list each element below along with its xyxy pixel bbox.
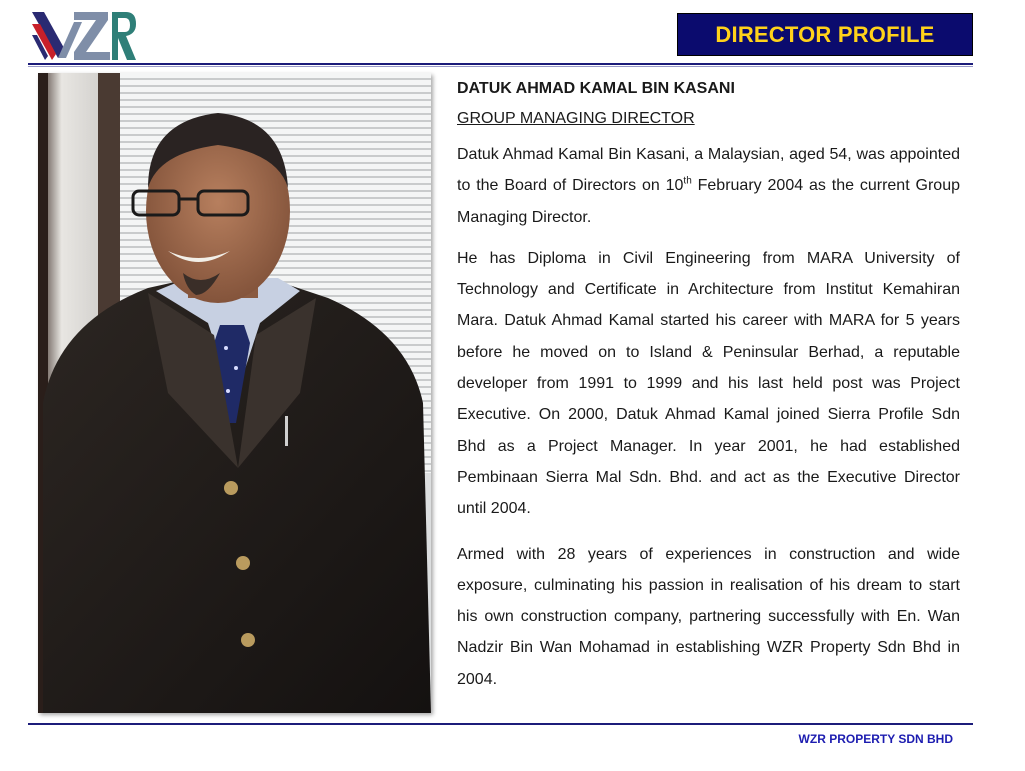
director-name: DATUK AHMAD KAMAL BIN KASANI <box>457 80 735 97</box>
company-logo <box>30 8 138 62</box>
paragraph-1-superscript: th <box>683 175 692 187</box>
header-divider-thin <box>28 66 973 67</box>
paragraph-1-text-b: February 2004 as the current Group Managing Director. <box>457 177 960 226</box>
footer-divider <box>28 723 973 725</box>
page-title: DIRECTOR PROFILE <box>715 21 935 47</box>
profile-paragraph-3: Armed with 28 years of experiences in construction and wide exposure, culminating his passion in realisation of his dream to start his own construction company, partnering successfully with En. Wan Nadzir Bin Wan Mohamad in establishing WZR Property Sdn Bhd in 2004. <box>457 545 960 688</box>
page-title-box <box>677 13 973 56</box>
footer-company-name: WZR PROPERTY SDN BHD <box>798 732 953 746</box>
profile-content <box>457 76 960 695</box>
header-divider <box>28 63 973 65</box>
svg-text:WZR: WZR <box>30 8 33 9</box>
paragraph-1-text-a: Datuk Ahmad Kamal Bin Kasani, a Malaysian, aged 54, was appointed to the Board of Directors on 10 <box>457 146 960 195</box>
profile-paragraph-2: He has Diploma in Civil Engineering from MARA University of Technology and Certificate in Architecture from Institut Kemahiran Mara. Datuk Ahmad Kamal started his career with MARA for 5 years before he moved on to Island & Peninsular Berhad, a reputable developer from 1991 to 1999 and his last held post was Project Executive. On 2000, Datuk Ahmad Kamal joined Sierra Profile Sdn Bhd as a Project Manager. In year 2001, he had established Pembinaan Sierra Mal Sdn. Bhd. and act as the Executive Director until 2004. <box>457 249 960 518</box>
profile-paragraph-1 <box>457 139 960 233</box>
director-photo <box>38 73 431 713</box>
director-position: GROUP MANAGING DIRECTOR <box>457 110 695 127</box>
